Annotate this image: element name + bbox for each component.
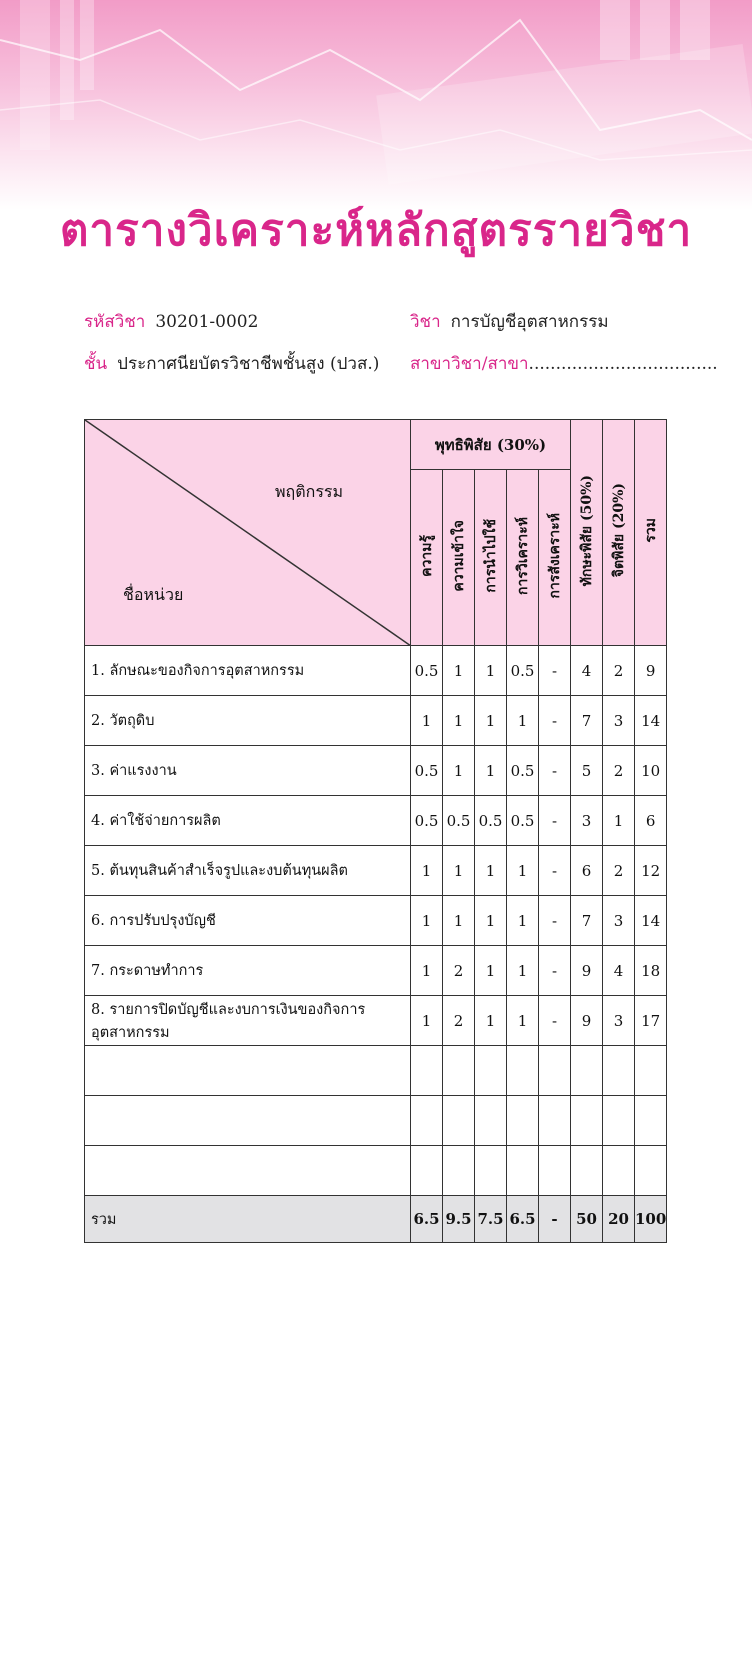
- page-title: ตารางวิเคราะห์หลักสูตรรายวิชา: [59, 205, 693, 256]
- empty-cell: [571, 1146, 603, 1196]
- value-cell: 0.5: [507, 646, 539, 696]
- subject: [410, 308, 609, 335]
- unit-name-cell: 4. ค่าใช้จ่ายการผลิต: [85, 796, 411, 846]
- empty-cell: [411, 1096, 443, 1146]
- table-row: [85, 846, 667, 896]
- col-synthesis: [539, 470, 571, 646]
- value-cell: -: [539, 646, 571, 696]
- course-code-label: รหัสวิชา: [84, 312, 146, 332]
- value-cell: 1: [507, 996, 539, 1046]
- value-cell: -: [539, 696, 571, 746]
- empty-cell: [475, 1096, 507, 1146]
- value-cell: 1: [411, 696, 443, 746]
- total-header-text: รวม: [642, 518, 659, 543]
- value-cell: 2: [603, 846, 635, 896]
- chart-background-graphic: [0, 0, 752, 210]
- header-banner: [0, 0, 752, 210]
- value-cell: 1: [443, 746, 475, 796]
- table-row: [85, 646, 667, 696]
- unit-name-label: ชื่อหน่วย: [123, 585, 184, 604]
- table-row: [85, 696, 667, 746]
- value-cell: -: [539, 796, 571, 846]
- value-cell: 0.5: [507, 746, 539, 796]
- value-cell: 7: [571, 896, 603, 946]
- table-row: [85, 896, 667, 946]
- unit-name-cell: 8. รายการปิดบัญชีและงบการเงินของกิจการอุตสาหกรรม: [85, 996, 411, 1046]
- cognitive-header: พุทธิพิสัย (30%): [411, 420, 571, 470]
- value-cell: 0.5: [411, 746, 443, 796]
- total-cell: 50: [571, 1196, 603, 1243]
- empty-row: [85, 1046, 667, 1096]
- empty-cell: [411, 1046, 443, 1096]
- value-cell: 4: [571, 646, 603, 696]
- value-cell: 1: [475, 996, 507, 1046]
- col-comprehension-text: ความเข้าใจ: [450, 519, 467, 592]
- value-cell: 1: [507, 946, 539, 996]
- value-cell: 0.5: [443, 796, 475, 846]
- total-cell: 100: [635, 1196, 667, 1243]
- value-cell: 1: [411, 896, 443, 946]
- value-cell: 1: [411, 996, 443, 1046]
- empty-cell: [603, 1146, 635, 1196]
- value-cell: 0.5: [475, 796, 507, 846]
- value-cell: 3: [571, 796, 603, 846]
- value-cell: 14: [635, 896, 667, 946]
- course-analysis-table: [84, 419, 667, 1243]
- value-cell: 1: [603, 796, 635, 846]
- value-cell: 1: [475, 746, 507, 796]
- empty-row: [85, 1146, 667, 1196]
- empty-cell: [507, 1146, 539, 1196]
- value-cell: 1: [475, 896, 507, 946]
- total-row: [85, 1196, 667, 1243]
- affective-header: [603, 420, 635, 646]
- value-cell: -: [539, 846, 571, 896]
- empty-cell: [635, 1046, 667, 1096]
- empty-cell: [635, 1146, 667, 1196]
- value-cell: 0.5: [411, 646, 443, 696]
- empty-cell: [411, 1146, 443, 1196]
- value-cell: 1: [475, 646, 507, 696]
- empty-cell: [443, 1146, 475, 1196]
- table-row: [85, 746, 667, 796]
- empty-cell: [475, 1146, 507, 1196]
- value-cell: 0.5: [411, 796, 443, 846]
- col-knowledge: [411, 470, 443, 646]
- value-cell: 3: [603, 996, 635, 1046]
- value-cell: 3: [603, 896, 635, 946]
- skill-header-text: ทักษะพิสัย (50%): [578, 474, 595, 587]
- value-cell: 1: [443, 846, 475, 896]
- value-cell: 5: [571, 746, 603, 796]
- value-cell: 14: [635, 696, 667, 746]
- value-cell: 2: [443, 946, 475, 996]
- value-cell: 17: [635, 996, 667, 1046]
- value-cell: 6: [635, 796, 667, 846]
- total-row-label: รวม: [85, 1196, 411, 1243]
- value-cell: 7: [571, 696, 603, 746]
- total-cell: 20: [603, 1196, 635, 1243]
- total-header: [635, 420, 667, 646]
- empty-cell: [539, 1096, 571, 1146]
- level-value: ประกาศนียบัตรวิชาชีพชั้นสูง (ปวส.): [117, 354, 380, 374]
- empty-cell: [571, 1096, 603, 1146]
- value-cell: 1: [475, 946, 507, 996]
- header-diagonal-cell: [85, 420, 411, 646]
- table-row: [85, 796, 667, 846]
- value-cell: 1: [507, 846, 539, 896]
- total-cell: 6.5: [507, 1196, 539, 1243]
- unit-name-cell: 2. วัตถุดิบ: [85, 696, 411, 746]
- diagonal-line: [85, 420, 411, 646]
- table-row: [85, 996, 667, 1046]
- value-cell: 9: [635, 646, 667, 696]
- value-cell: -: [539, 996, 571, 1046]
- total-cell: 7.5: [475, 1196, 507, 1243]
- total-cell: 9.5: [443, 1196, 475, 1243]
- total-cell: -: [539, 1196, 571, 1243]
- unit-name-cell: 7. กระดาษทำการ: [85, 946, 411, 996]
- value-cell: 6: [571, 846, 603, 896]
- unit-name-cell: 6. การปรับปรุงบัญชี: [85, 896, 411, 946]
- empty-cell: [603, 1096, 635, 1146]
- unit-name-cell: 5. ต้นทุนสินค้าสำเร็จรูปและงบต้นทุนผลิต: [85, 846, 411, 896]
- col-knowledge-text: ความรู้: [418, 534, 435, 577]
- value-cell: 1: [475, 696, 507, 746]
- level: [84, 350, 379, 377]
- value-cell: 12: [635, 846, 667, 896]
- empty-row: [85, 1096, 667, 1146]
- unit-name-cell: 3. ค่าแรงงาน: [85, 746, 411, 796]
- empty-cell: [443, 1096, 475, 1146]
- course-code-value: 30201-0002: [155, 312, 259, 332]
- value-cell: 2: [443, 996, 475, 1046]
- col-analysis: [507, 470, 539, 646]
- empty-cell: [85, 1146, 411, 1196]
- value-cell: 9: [571, 946, 603, 996]
- empty-cell: [507, 1046, 539, 1096]
- empty-cell: [539, 1146, 571, 1196]
- value-cell: 4: [603, 946, 635, 996]
- skill-header: [571, 420, 603, 646]
- empty-cell: [443, 1046, 475, 1096]
- value-cell: -: [539, 746, 571, 796]
- field: [410, 350, 718, 377]
- value-cell: -: [539, 896, 571, 946]
- field-label: สาขาวิชา/สาขา: [410, 354, 529, 374]
- col-application-text: การนำไปใช้: [482, 518, 499, 593]
- value-cell: -: [539, 946, 571, 996]
- value-cell: 1: [443, 646, 475, 696]
- value-cell: 0.5: [507, 796, 539, 846]
- value-cell: 3: [603, 696, 635, 746]
- empty-cell: [85, 1046, 411, 1096]
- value-cell: 2: [603, 646, 635, 696]
- value-cell: 1: [507, 696, 539, 746]
- value-cell: 2: [603, 746, 635, 796]
- value-cell: 10: [635, 746, 667, 796]
- course-code: [84, 308, 258, 335]
- col-application: [475, 470, 507, 646]
- col-analysis-text: การวิเคราะห์: [514, 516, 531, 595]
- value-cell: 1: [443, 696, 475, 746]
- subject-value: การบัญชีอุตสาหกรรม: [450, 312, 609, 332]
- unit-name-cell: 1. ลักษณะของกิจการอุตสาหกรรม: [85, 646, 411, 696]
- total-cell: 6.5: [411, 1196, 443, 1243]
- table-body: [85, 646, 667, 1196]
- level-label: ชั้น: [84, 354, 108, 374]
- value-cell: 1: [411, 846, 443, 896]
- col-synthesis-text: การสังเคราะห์: [546, 512, 563, 599]
- empty-cell: [635, 1096, 667, 1146]
- empty-cell: [539, 1046, 571, 1096]
- behavior-label: พฤติกรรม: [275, 482, 344, 501]
- subject-label: วิชา: [410, 312, 441, 332]
- empty-cell: [475, 1046, 507, 1096]
- value-cell: 1: [411, 946, 443, 996]
- value-cell: 1: [507, 896, 539, 946]
- field-value: ...................................: [528, 354, 718, 374]
- value-cell: 18: [635, 946, 667, 996]
- value-cell: 1: [475, 846, 507, 896]
- empty-cell: [85, 1096, 411, 1146]
- empty-cell: [571, 1046, 603, 1096]
- value-cell: 1: [443, 896, 475, 946]
- affective-header-text: จิตพิสัย (20%): [610, 483, 627, 578]
- table-row: [85, 946, 667, 996]
- value-cell: 9: [571, 996, 603, 1046]
- empty-cell: [507, 1096, 539, 1146]
- empty-cell: [603, 1046, 635, 1096]
- col-comprehension: [443, 470, 475, 646]
